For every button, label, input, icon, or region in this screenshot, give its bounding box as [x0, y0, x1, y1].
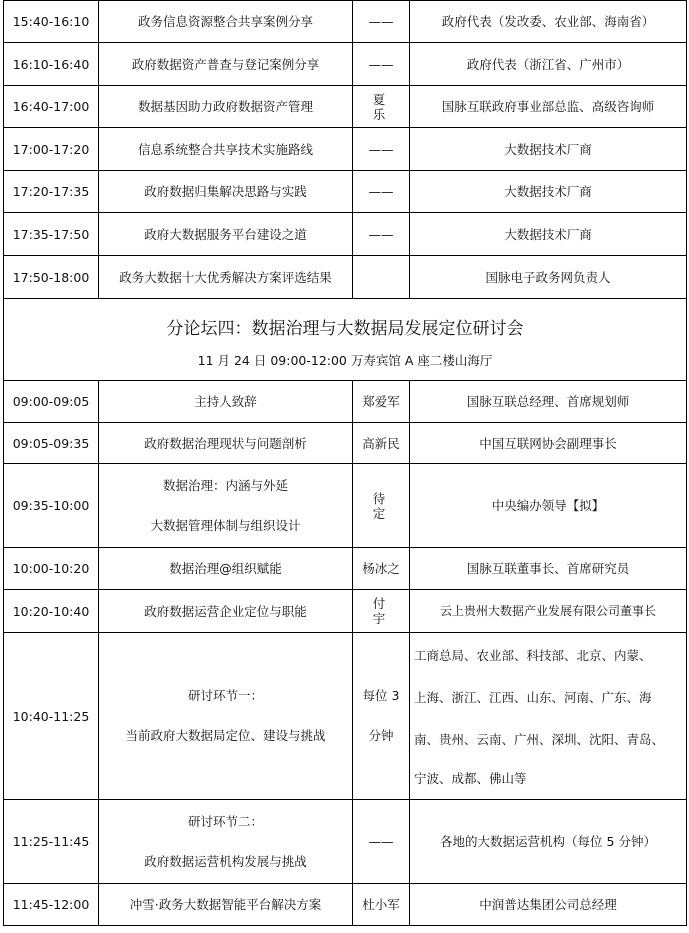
speaker-line: 每位 3	[362, 688, 400, 703]
table-row	[4, 464, 687, 548]
table-row	[4, 633, 687, 800]
org-cell: 政府代表（浙江省、广州市）	[410, 43, 687, 86]
org-cell: 中国互联网协会副理事长	[410, 423, 687, 464]
speaker-cell: 杜小军	[353, 884, 410, 926]
speaker-cell: ——	[353, 800, 410, 884]
time-cell: 10:00-10:20	[4, 548, 99, 590]
topic-line: 政府数据运营机构发展与挑战	[144, 853, 307, 869]
time-cell: 15:40-16:10	[4, 1, 99, 43]
org-cell: 国脉互联总经理、首席规划师	[410, 381, 687, 423]
time-cell: 09:00-09:05	[4, 381, 99, 423]
table-row	[4, 213, 687, 256]
org-cell: 国脉互联政府事业部总监、高级咨询师	[410, 86, 687, 128]
topic-cell: 冲雪·政务大数据智能平台解决方案	[99, 884, 353, 926]
table-row	[4, 256, 687, 299]
org-cell: 各地的大数据运营机构（每位 5 分钟）	[410, 800, 687, 884]
time-cell: 11:45-12:00	[4, 884, 99, 926]
org-cell	[410, 633, 687, 800]
table-row	[4, 548, 687, 590]
org-cell: 云上贵州大数据产业发展有限公司董事长	[410, 590, 687, 633]
time-cell: 17:20-17:35	[4, 171, 99, 213]
topic-cell: 政府大数据服务平台建设之道	[99, 213, 353, 256]
speaker-line: 分钟	[368, 728, 394, 743]
agenda-table	[3, 0, 687, 926]
speaker-cell	[353, 633, 410, 800]
table-row	[4, 590, 687, 633]
topic-cell: 政府数据资产普查与登记案例分享	[99, 43, 353, 86]
org-cell: 大数据技术厂商	[410, 128, 687, 171]
time-cell: 11:25-11:45	[4, 800, 99, 884]
topic-cell: 政府数据治理现状与问题剖析	[99, 423, 353, 464]
speaker-cell: ——	[353, 128, 410, 171]
topic-cell	[99, 633, 353, 800]
table-row	[4, 884, 687, 926]
table-row	[4, 1, 687, 43]
speaker-cell: 付宇	[353, 590, 410, 633]
table-row	[4, 128, 687, 171]
topic-line: 当前政府大数据局定位、建设与挑战	[125, 728, 326, 743]
topic-cell: 政务大数据十大优秀解决方案评选结果	[99, 256, 353, 299]
agenda-page	[3, 0, 686, 926]
time-cell: 16:40-17:00	[4, 86, 99, 128]
speaker-cell: 高新民	[353, 423, 410, 464]
forum-header-row	[4, 299, 687, 381]
topic-line: 数据治理：内涵与外延	[162, 477, 288, 493]
org-line: 工商总局、农业部、科技部、北京、内蒙、	[414, 648, 652, 663]
speaker-cell	[353, 256, 410, 299]
org-line: 上海、浙江、江西、山东、河南、广东、海	[414, 690, 652, 705]
table-row	[4, 171, 687, 213]
topic-cell: 数据基因助力政府数据资产管理	[99, 86, 353, 128]
org-cell: 国脉互联董事长、首席研究员	[410, 548, 687, 590]
speaker-cell: 杨冰之	[353, 548, 410, 590]
topic-cell: 数据治理@组织赋能	[99, 548, 353, 590]
topic-cell: 政府数据归集解决思路与实践	[99, 171, 353, 213]
speaker-cell: 待定	[353, 464, 410, 548]
speaker-cell: 夏乐	[353, 86, 410, 128]
topic-cell: 政府数据运营企业定位与职能	[99, 590, 353, 633]
time-cell: 10:40-11:25	[4, 633, 99, 800]
table-row	[4, 86, 687, 128]
topic-line: 研讨环节二：	[187, 813, 263, 829]
org-cell: 国脉电子政务网负责人	[410, 256, 687, 299]
time-cell: 17:50-18:00	[4, 256, 99, 299]
table-row	[4, 381, 687, 423]
time-cell: 09:35-10:00	[4, 464, 99, 548]
org-cell: 大数据技术厂商	[410, 171, 687, 213]
time-cell: 17:00-17:20	[4, 128, 99, 171]
speaker-cell: ——	[353, 213, 410, 256]
time-cell: 17:35-17:50	[4, 213, 99, 256]
forum-header	[4, 299, 687, 381]
org-cell: 中润普达集团公司总经理	[410, 884, 687, 926]
time-cell: 09:05-09:35	[4, 423, 99, 464]
topic-line: 研讨环节一：	[187, 688, 263, 703]
topic-cell: 信息系统整合共享技术实施路线	[99, 128, 353, 171]
table-row	[4, 43, 687, 86]
forum-title: 分论坛四：数据治理与大数据局发展定位研讨会	[166, 318, 524, 339]
org-line: 宁波、成都、佛山等	[414, 771, 527, 786]
table-row	[4, 423, 687, 464]
time-cell: 10:20-10:40	[4, 590, 99, 633]
topic-cell: 政务信息资源整合共享案例分享	[99, 1, 353, 43]
org-cell: 大数据技术厂商	[410, 213, 687, 256]
speaker-cell: ——	[353, 43, 410, 86]
forum-subtitle: 11 月 24 日 09:00-12:00 万寿宾馆 A 座二楼山海厅	[197, 352, 493, 368]
speaker-cell: ——	[353, 1, 410, 43]
table-row	[4, 800, 687, 884]
topic-cell	[99, 464, 353, 548]
speaker-cell: 郑爱军	[353, 381, 410, 423]
time-cell: 16:10-16:40	[4, 43, 99, 86]
org-cell: 中央编办领导【拟】	[410, 464, 687, 548]
speaker-cell: ——	[353, 171, 410, 213]
org-line: 南、贵州、云南、广州、深圳、沈阳、青岛、	[414, 732, 665, 747]
topic-cell	[99, 800, 353, 884]
topic-line: 大数据管理体制与组织设计	[150, 517, 301, 533]
topic-cell: 主持人致辞	[99, 381, 353, 423]
org-cell: 政府代表（发改委、农业部、海南省）	[410, 1, 687, 43]
